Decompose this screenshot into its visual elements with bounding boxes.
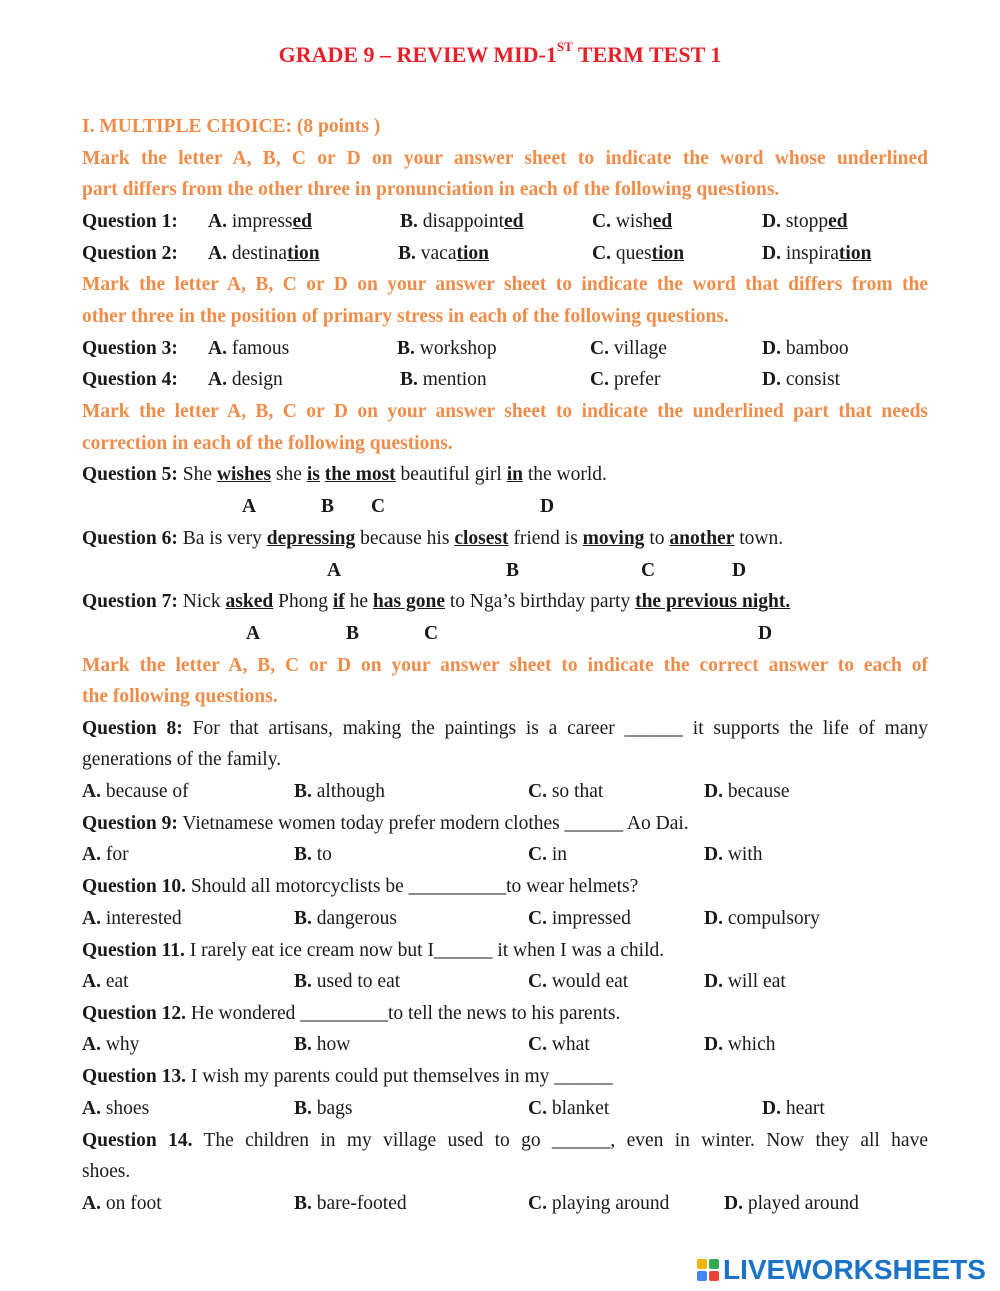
question-13-text: Question 13. I wish my parents could put themselves in my ______ bbox=[82, 1066, 613, 1087]
section-heading: I. MULTIPLE CHOICE: (8 points ) bbox=[82, 116, 381, 137]
question-5-letters bbox=[82, 491, 928, 523]
error-part-c[interactable]: the most bbox=[324, 464, 396, 485]
instruction-correct-2: the following questions. bbox=[82, 686, 278, 707]
question-14-options bbox=[82, 1188, 928, 1220]
question-8-text: Question 8: For that artisans, making the paintings is a career ______ it supports the life of many bbox=[82, 718, 929, 739]
letter-c: C bbox=[371, 496, 386, 517]
option-b[interactable]: B. to bbox=[294, 844, 332, 865]
question-label: Question 3: bbox=[82, 338, 178, 359]
question-9-text: Question 9: Vietnamese women today prefer modern clothes ______ Ao Dai. bbox=[82, 813, 689, 834]
question-12-options bbox=[82, 1029, 928, 1061]
option-d[interactable]: D. with bbox=[704, 844, 763, 865]
option-d[interactable]: D. bamboo bbox=[762, 338, 849, 359]
question-5: Question 5: She wishes she is the most beautiful girl in the world. bbox=[82, 464, 607, 485]
question-6: Question 6: Ba is very depressing because his closest friend is moving to another town. bbox=[82, 528, 784, 549]
option-d[interactable]: D. will eat bbox=[704, 971, 786, 992]
page-title: GRADE 9 – REVIEW MID-1ST TERM TEST 1 bbox=[278, 39, 722, 67]
question-14-text: Question 14. The children in my village used to go ______, even in winter. Now they all have bbox=[82, 1130, 928, 1151]
option-b[interactable]: B. workshop bbox=[397, 338, 497, 359]
option-c[interactable]: C. playing around bbox=[528, 1193, 670, 1214]
option-d[interactable]: D. consist bbox=[762, 369, 841, 390]
option-d[interactable]: D. heart bbox=[762, 1098, 825, 1119]
question-label: Question 4: bbox=[82, 369, 178, 390]
option-a[interactable]: A. why bbox=[82, 1034, 140, 1055]
question-10-options bbox=[82, 903, 928, 935]
letter-d: D bbox=[758, 623, 773, 644]
option-c[interactable]: C. impressed bbox=[528, 908, 631, 929]
option-b[interactable]: B. bags bbox=[294, 1098, 353, 1119]
liveworksheets-logo-icon bbox=[697, 1259, 719, 1281]
instruction-correct-1: Mark the letter A, B, C or D on your answer sheet to indicate the correct answer to each of bbox=[82, 655, 928, 676]
option-a[interactable]: A. for bbox=[82, 844, 129, 865]
question-3 bbox=[82, 333, 928, 365]
question-11-options bbox=[82, 966, 928, 998]
option-c[interactable]: C. village bbox=[590, 338, 667, 359]
letter-a: A bbox=[246, 623, 261, 644]
option-c[interactable]: C. prefer bbox=[590, 369, 661, 390]
option-c[interactable]: C. would eat bbox=[528, 971, 629, 992]
option-c[interactable]: C. so that bbox=[528, 781, 604, 802]
question-label: Question 1: bbox=[82, 211, 178, 232]
error-part-b[interactable]: if bbox=[332, 591, 345, 612]
option-c[interactable]: C. question bbox=[592, 243, 685, 264]
option-a[interactable]: A. destination bbox=[208, 243, 320, 264]
option-c[interactable]: C. blanket bbox=[528, 1098, 610, 1119]
option-b[interactable]: B. mention bbox=[400, 369, 487, 390]
instruction-error-2: correction in each of the following questions. bbox=[82, 433, 453, 454]
question-1 bbox=[82, 206, 928, 238]
question-7-letters bbox=[82, 618, 928, 650]
question-label: Question 2: bbox=[82, 243, 178, 264]
question-label: Question 9: bbox=[82, 813, 178, 834]
question-6-letters bbox=[82, 555, 928, 587]
option-d[interactable]: D. played around bbox=[724, 1193, 859, 1214]
question-8-text-2: generations of the family. bbox=[82, 749, 282, 770]
option-a[interactable]: A. shoes bbox=[82, 1098, 150, 1119]
option-d[interactable]: D. compulsory bbox=[704, 908, 820, 929]
letter-c: C bbox=[641, 560, 656, 581]
question-label: Question 7: bbox=[82, 591, 178, 612]
option-b[interactable]: B. dangerous bbox=[294, 908, 397, 929]
question-2 bbox=[82, 238, 928, 270]
option-c[interactable]: C. what bbox=[528, 1034, 590, 1055]
option-c[interactable]: C. in bbox=[528, 844, 568, 865]
instruction-stress-1: Mark the letter A, B, C or D on your answer sheet to indicate the word that differs from the bbox=[82, 274, 928, 295]
option-b[interactable]: B. used to eat bbox=[294, 971, 401, 992]
error-part-c[interactable]: moving bbox=[582, 528, 645, 549]
question-label: Question 6: bbox=[82, 528, 178, 549]
question-7: Question 7: Nick asked Phong if he has gone to Nga’s birthday party the previous night. bbox=[82, 591, 791, 612]
letter-d: D bbox=[540, 496, 555, 517]
question-label: Question 8: bbox=[82, 718, 183, 739]
letter-a: A bbox=[327, 560, 342, 581]
option-a[interactable]: A. impressed bbox=[208, 211, 313, 232]
option-b[interactable]: B. although bbox=[294, 781, 386, 802]
letter-a: A bbox=[242, 496, 257, 517]
letter-c: C bbox=[424, 623, 439, 644]
question-12-text: Question 12. He wondered _________to tell the news to his parents. bbox=[82, 1003, 621, 1024]
option-d[interactable]: D. because bbox=[704, 781, 790, 802]
error-part-d[interactable]: the previous night. bbox=[635, 591, 791, 612]
question-label: Question 10. bbox=[82, 876, 187, 897]
option-a[interactable]: A. because of bbox=[82, 781, 189, 802]
option-a[interactable]: A. eat bbox=[82, 971, 129, 992]
question-4 bbox=[82, 364, 928, 396]
error-part-a[interactable]: wishes bbox=[216, 464, 272, 485]
question-10-text: Question 10. Should all motorcyclists be __________to wear helmets? bbox=[82, 876, 639, 897]
option-b[interactable]: B. how bbox=[294, 1034, 351, 1055]
error-part-b[interactable]: is bbox=[306, 464, 320, 485]
instruction-pronunciation-2: part differs from the other three in pronunciation in each of the following questions. bbox=[82, 179, 780, 200]
error-part-b[interactable]: closest bbox=[454, 528, 509, 549]
error-part-d[interactable]: another bbox=[669, 528, 735, 549]
question-label: Question 13. bbox=[82, 1066, 187, 1087]
error-part-a[interactable]: asked bbox=[225, 591, 274, 612]
option-d[interactable]: D. stopped bbox=[762, 211, 848, 232]
error-part-d[interactable]: in bbox=[506, 464, 523, 485]
option-c[interactable]: C. wished bbox=[592, 211, 673, 232]
question-14-text-2: shoes. bbox=[82, 1161, 131, 1182]
brand-name: LIVEWORKSHEETS bbox=[723, 1254, 986, 1285]
option-b[interactable]: B. vacation bbox=[398, 243, 489, 264]
letter-d: D bbox=[732, 560, 747, 581]
option-a[interactable]: A. on foot bbox=[82, 1193, 162, 1214]
instruction-error-1: Mark the letter A, B, C or D on your answer sheet to indicate the underlined part that needs bbox=[82, 401, 928, 422]
letter-b: B bbox=[346, 623, 360, 644]
error-part-c[interactable]: has gone bbox=[372, 591, 445, 612]
option-d[interactable]: D. inspiration bbox=[762, 243, 872, 264]
option-b[interactable]: B. bare-footed bbox=[294, 1193, 407, 1214]
question-9-options bbox=[82, 839, 928, 871]
letter-b: B bbox=[506, 560, 520, 581]
instruction-pronunciation-1: Mark the letter A, B, C or D on your answer sheet to indicate the word whose underlined bbox=[82, 148, 928, 169]
question-label: Question 11. bbox=[82, 940, 185, 961]
option-d[interactable]: D. which bbox=[704, 1034, 776, 1055]
question-11-text: Question 11. I rarely eat ice cream now but I______ it when I was a child. bbox=[82, 940, 665, 961]
option-b[interactable]: B. disappointed bbox=[400, 211, 524, 232]
question-13-options bbox=[82, 1093, 928, 1125]
option-a[interactable]: A. design bbox=[208, 369, 283, 390]
option-a[interactable]: A. famous bbox=[208, 338, 290, 359]
option-a[interactable]: A. interested bbox=[82, 908, 182, 929]
instruction-stress-2: other three in the position of primary stress in each of the following questions. bbox=[82, 306, 729, 327]
liveworksheets-watermark bbox=[697, 1253, 997, 1287]
question-label: Question 14. bbox=[82, 1130, 193, 1151]
question-8-options bbox=[82, 776, 928, 808]
error-part-a[interactable]: depressing bbox=[266, 528, 356, 549]
question-label: Question 12. bbox=[82, 1003, 187, 1024]
question-label: Question 5: bbox=[82, 464, 178, 485]
letter-b: B bbox=[321, 496, 335, 517]
